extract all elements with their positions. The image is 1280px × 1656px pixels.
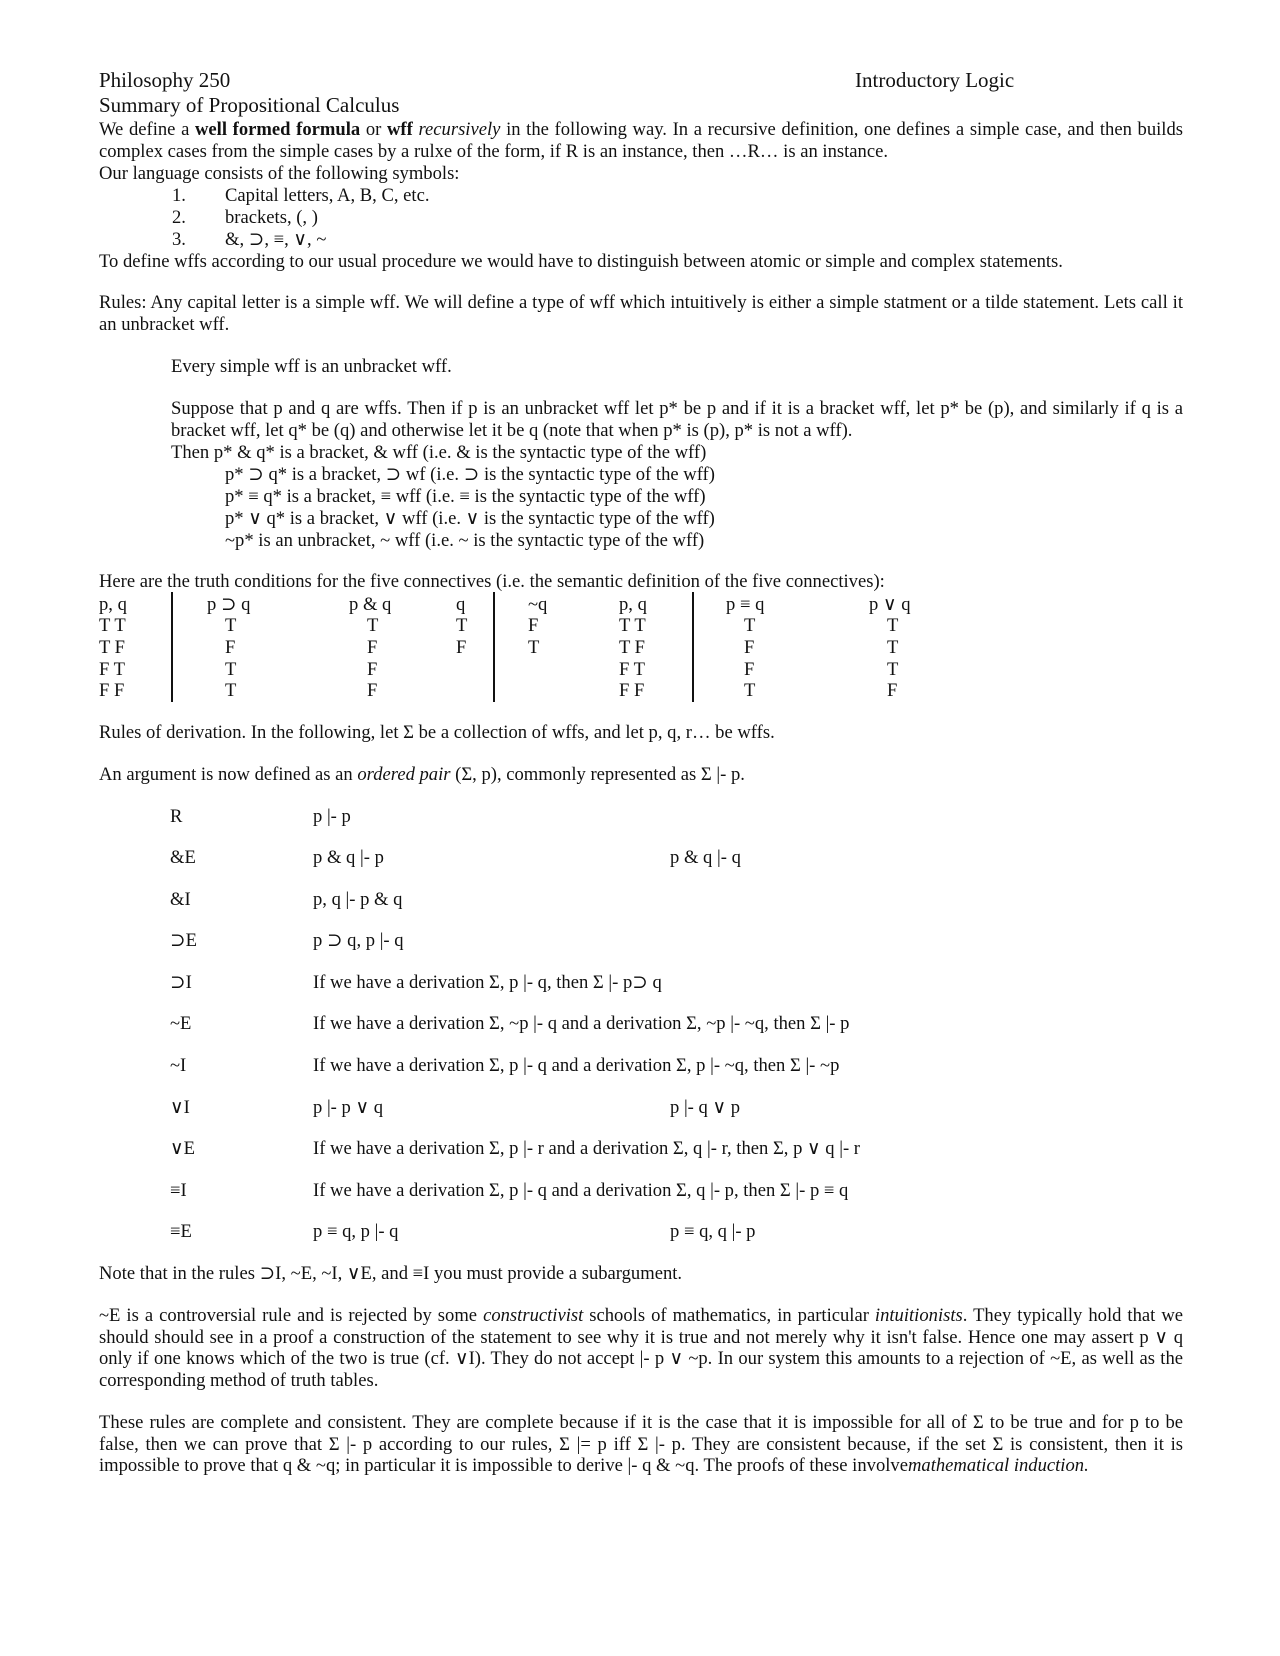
table-cell: F xyxy=(528,615,539,636)
table-divider xyxy=(493,592,495,702)
table-cell: T xyxy=(456,615,468,636)
rule-text: p |- p ∨ q xyxy=(313,1097,384,1118)
symbol-item: brackets, (, ) xyxy=(225,207,318,228)
truth-intro: Here are the truth conditions for the five connectives (i.e. the semantic definition of the five connectives): xyxy=(99,571,885,592)
table-cell: T F xyxy=(619,637,646,658)
rule-text: p ≡ q, p |- q xyxy=(313,1221,399,1242)
table-cell: F xyxy=(456,637,467,658)
argument-definition: An argument is now defined as an ordered pair (Σ, p), commonly represented as Σ |- p. xyxy=(99,764,745,785)
rule-text: p, q |- p & q xyxy=(313,889,403,910)
rule-name: ~E xyxy=(170,1013,192,1034)
table-header: ~q xyxy=(528,594,548,615)
table-header: p & q xyxy=(349,594,392,615)
rule-name: ∨I xyxy=(170,1097,190,1118)
table-header: p ⊃ q xyxy=(207,594,251,615)
rule-name: &E xyxy=(170,847,196,868)
symbol-item: Capital letters, A, B, C, etc. xyxy=(225,185,430,206)
symbol-number: 3. xyxy=(172,229,186,250)
table-cell: F xyxy=(225,637,236,658)
table-header: p, q xyxy=(619,594,647,615)
table-cell: T xyxy=(887,637,899,658)
table-cell: F T xyxy=(619,659,646,680)
table-cell: T xyxy=(528,637,540,658)
table-cell: T T xyxy=(99,615,126,636)
rule-text: p & q |- p xyxy=(313,847,384,868)
rule-text: If we have a derivation Σ, p |- r and a derivation Σ, q |- r, then Σ, p ∨ q |- r xyxy=(313,1138,860,1159)
then-line: ~p* is an unbracket, ~ wff (i.e. ~ is the syntactic type of the wff) xyxy=(225,530,705,551)
table-header: p, q xyxy=(99,594,127,615)
rule-text: p |- p xyxy=(313,806,351,827)
completeness-paragraph: These rules are complete and consistent. They are complete because if it is the case that it is impossible for all of Σ to be true and for p to be false, then we can prove that Σ |- p according to our rules, Σ |= p iff Σ |- p. They are consistent because, if the set Σ is consistent, then it is impossible to prove that q & ~q; in particular it is impossible to derive |- q & ~q. The proofs of these involvemathematical induction. xyxy=(99,1412,1183,1477)
table-cell: T xyxy=(225,615,237,636)
table-cell: F T xyxy=(99,659,126,680)
rule-text-alt: p ≡ q, q |- p xyxy=(670,1221,756,1242)
table-cell: T xyxy=(887,659,899,680)
table-cell: T xyxy=(744,680,756,701)
then-line: Then p* & q* is a bracket, & wff (i.e. & is the syntactic type of the wff) xyxy=(171,442,707,463)
constructivist-paragraph: ~E is a controversial rule and is rejected by some constructivist schools of mathematics, in particular intuitionists. They typically hold that we should should see in a proof a construction of the statement to see why it is true and not merely why it isn't false. Hence one may assert p ∨ q only if one knows which of the two is true (cf. ∨I). They do not accept |- p ∨ ~p. In our system this amounts to a rejection of ~E, as well as the corresponding method of truth tables. xyxy=(99,1305,1183,1391)
rule-text: If we have a derivation Σ, p |- q, then Σ |- p⊃ q xyxy=(313,972,662,993)
rule-name: ⊃E xyxy=(170,930,197,951)
suppose-paragraph: Suppose that p and q are wffs. Then if p is an unbracket wff let p* be p and if it is a bracket wff, let p* be (p), and similarly if q is a bracket wff, let q* be (q) and otherwise let it be q (note that when p* is (p), p* is not a wff). xyxy=(171,398,1183,441)
rule-name: ~I xyxy=(170,1055,187,1076)
subject-title: Introductory Logic xyxy=(855,68,1015,92)
rule-text: p ⊃ q, p |- q xyxy=(313,930,404,951)
symbol-number: 1. xyxy=(172,185,186,206)
table-cell: T xyxy=(744,615,756,636)
table-cell: T xyxy=(887,615,899,636)
table-divider xyxy=(171,592,173,702)
rule-name: ≡E xyxy=(170,1221,192,1242)
table-cell: F F xyxy=(619,680,645,701)
table-header: p ∨ q xyxy=(869,594,911,615)
table-cell: T T xyxy=(619,615,646,636)
table-cell: F xyxy=(367,659,378,680)
symbol-item: &, ⊃, ≡, ∨, ~ xyxy=(225,229,327,250)
derivation-intro: Rules of derivation. In the following, let Σ be a collection of wffs, and let p, q, r… be wffs. xyxy=(99,722,775,743)
then-line: p* ⊃ q* is a bracket, ⊃ wf (i.e. ⊃ is the syntactic type of the wff) xyxy=(225,464,715,485)
symbol-number: 2. xyxy=(172,207,186,228)
table-cell: T F xyxy=(99,637,126,658)
table-header: p ≡ q xyxy=(726,594,765,615)
every-simple-text: Every simple wff is an unbracket wff. xyxy=(171,356,452,377)
then-line: p* ∨ q* is a bracket, ∨ wff (i.e. ∨ is the syntactic type of the wff) xyxy=(225,508,715,529)
table-cell: T xyxy=(225,659,237,680)
subargument-note: Note that in the rules ⊃I, ~E, ~I, ∨E, and ≡I you must provide a subargument. xyxy=(99,1263,683,1284)
rule-text: If we have a derivation Σ, p |- q and a derivation Σ, p |- ~q, then Σ |- ~p xyxy=(313,1055,840,1076)
rule-text-alt: p & q |- q xyxy=(670,847,741,868)
table-cell: T xyxy=(225,680,237,701)
language-intro: Our language consists of the following symbols: xyxy=(99,163,460,184)
page-title: Summary of Propositional Calculus xyxy=(99,93,400,117)
table-cell: F xyxy=(367,637,378,658)
rules-intro: Rules: Any capital letter is a simple wff. We will define a type of wff which intuitively is either a simple statment or a tilde statement. Lets call it an unbracket wff. xyxy=(99,292,1183,335)
rule-name: &I xyxy=(170,889,191,910)
rule-name: ∨E xyxy=(170,1138,195,1159)
rule-name: ≡I xyxy=(170,1180,187,1201)
rule-text: If we have a derivation Σ, ~p |- q and a derivation Σ, ~p |- ~q, then Σ |- p xyxy=(313,1013,850,1034)
table-cell: F F xyxy=(99,680,125,701)
table-cell: F xyxy=(744,659,755,680)
course-title: Philosophy 250 xyxy=(99,68,231,92)
rule-name: R xyxy=(170,806,183,827)
table-cell: F xyxy=(367,680,378,701)
table-cell: F xyxy=(744,637,755,658)
table-header: q xyxy=(456,594,466,615)
rule-name: ⊃I xyxy=(170,972,192,993)
rule-text-alt: p |- q ∨ p xyxy=(670,1097,741,1118)
then-line: p* ≡ q* is a bracket, ≡ wff (i.e. ≡ is the syntactic type of the wff) xyxy=(225,486,706,507)
intro-paragraph: We define a well formed formula or wff recursively in the following way. In a recursive definition, one defines a simple case, and then builds complex cases from the simple cases by a rulxe of the form, if R is an instance, then …R… is an instance. xyxy=(99,119,1183,162)
rule-text: If we have a derivation Σ, p |- q and a derivation Σ, q |- p, then Σ |- p ≡ q xyxy=(313,1180,849,1201)
table-cell: T xyxy=(367,615,379,636)
table-cell: F xyxy=(887,680,898,701)
table-divider xyxy=(692,592,694,702)
wff-procedure-text: To define wffs according to our usual procedure we would have to distinguish between atomic or simple and complex statements. xyxy=(99,251,1063,272)
